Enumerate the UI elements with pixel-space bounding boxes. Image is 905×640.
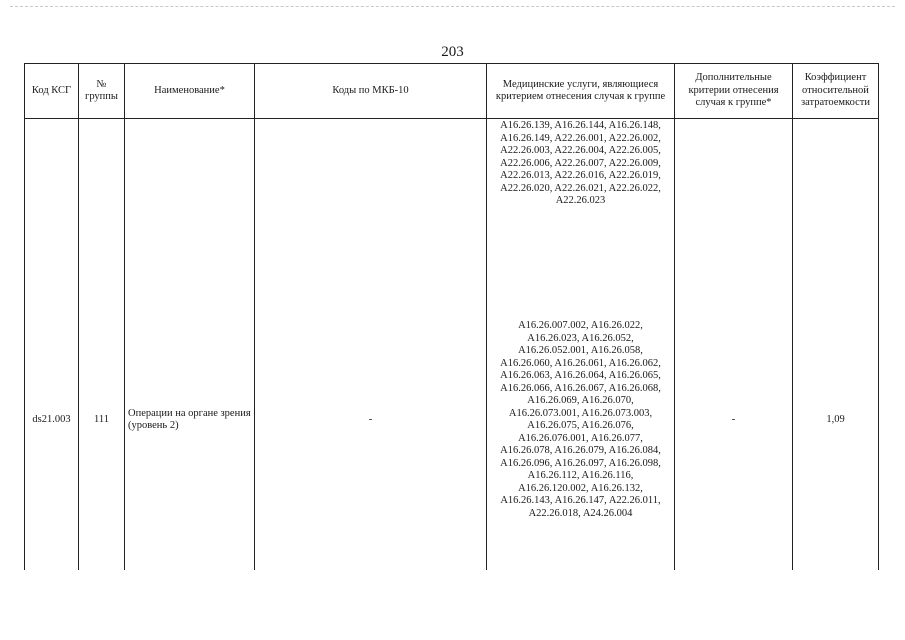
service-line: A16.26.076.001, A16.26.077, [518, 432, 643, 444]
service-line: A22.26.006, A22.26.007, A22.26.009, [500, 157, 661, 169]
service-line: A22.26.020, A22.26.021, A22.26.022, [500, 182, 661, 194]
service-line: A16.26.066, A16.26.067, A16.26.068, [500, 382, 661, 394]
header-name: Наименование* [125, 64, 255, 119]
service-line: A16.26.069, A16.26.070, [527, 395, 634, 406]
header-extra-criteria: Дополнительные критерии отнесения случая к группе* [675, 64, 793, 119]
page-number: 203 [441, 44, 464, 60]
service-line: A22.26.003, A22.26.004, A22.26.005, [500, 145, 661, 156]
service-line: A16.26.052.001, A16.26.058, [518, 345, 643, 356]
group-number: 111 [79, 270, 125, 570]
service-line: A16.26.143, A16.26.147, A22.26.011, [500, 495, 661, 506]
service-line: A22.26.018, A24.26.004 [528, 507, 633, 519]
service-line: A16.26.063, A16.26.064, A16.26.065, [500, 370, 661, 381]
service-line: A16.26.073.001, A16.26.073.003, [508, 407, 653, 419]
header-code: Код КСГ [25, 64, 79, 119]
service-line: A16.26.023, A16.26.052, [527, 332, 634, 344]
service-line: A16.26.149, A22.26.001, A22.26.002, [500, 132, 661, 144]
service-line: A16.26.120.002, A16.26.132, [518, 482, 643, 494]
coefficient-value: 1,09 [793, 270, 879, 570]
service-line: A22.26.013, A22.26.016, A22.26.019, [500, 170, 661, 181]
service-line: A16.26.007.002, A16.26.022, [518, 320, 643, 331]
service-line: A16.26.112, A16.26.116, [527, 470, 634, 481]
services-cell [487, 270, 675, 570]
group-name: Операции на органе зрения (уровень 2) [125, 270, 255, 570]
service-line: A22.26.023 [555, 195, 606, 206]
header-icd-codes: Коды по МКБ-10 [255, 64, 487, 119]
header-coefficient: Коэффициент относительной затратоемкости [793, 64, 879, 119]
service-line: A16.26.139, A16.26.144, A16.26.148, [500, 120, 661, 131]
service-line: A16.26.096, A16.26.097, A16.26.098, [500, 457, 661, 469]
table-row [25, 270, 879, 570]
continuation-row [25, 119, 879, 271]
scan-artifact-line [10, 6, 895, 9]
service-line: A16.26.078, A16.26.079, A16.26.084, [500, 445, 661, 456]
extra-criteria: - [675, 270, 793, 570]
service-line: A16.26.075, A16.26.076, [527, 420, 634, 431]
header-group-number: № группы [79, 64, 125, 119]
header-services: Медицинские услуги, являющиеся критерием отнесения случая к группе [487, 64, 675, 119]
service-line: A16.26.060, A16.26.061, A16.26.062, [500, 357, 661, 369]
icd-codes: - [255, 270, 487, 570]
table-header-row [25, 64, 879, 119]
continuation-services-cell [487, 119, 675, 271]
ksg-code: ds21.003 [25, 270, 79, 570]
ksg-table [24, 63, 879, 570]
